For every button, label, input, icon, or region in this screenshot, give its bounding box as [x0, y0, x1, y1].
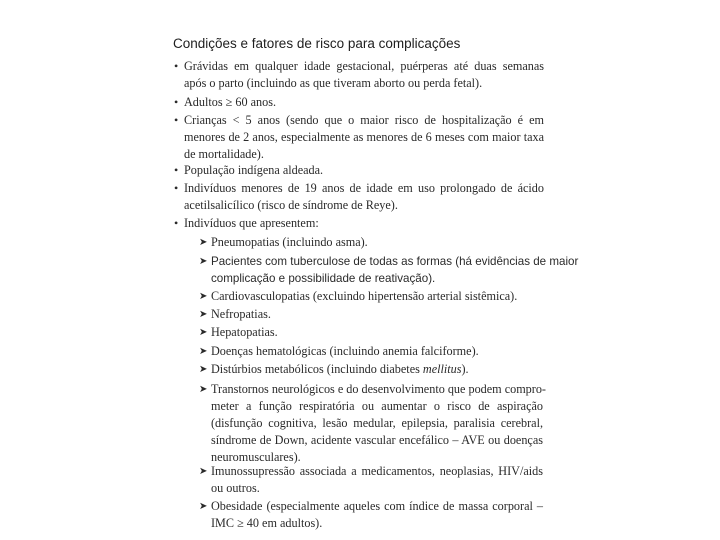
arrow-bullet-icon: ➤: [199, 501, 208, 512]
subitem-text-line: [211, 361, 543, 378]
subitem-text-line: complicação e possibilidade de reativação).: [211, 272, 436, 285]
item-text-line: após o parto (incluindo as que tiveram aborto ou perda fetal).: [184, 76, 483, 90]
bullet-icon: •: [174, 113, 179, 127]
arrow-bullet-icon: ➤: [199, 384, 208, 395]
subitem-text-line: Obesidade (especialmente aqueles com índice de massa corporal –: [211, 499, 543, 513]
item-text-line: menores de 2 anos, especialmente as menores de 6 meses com maior taxa: [184, 130, 544, 144]
subitem-text-line: neuromusculares).: [211, 450, 301, 464]
item-text-line: Adultos ≥ 60 anos.: [184, 95, 277, 109]
item-text-line: Grávidas em qualquer idade gestacional, puérperas até duas semanas: [184, 59, 544, 73]
arrow-bullet-icon: ➤: [199, 364, 208, 375]
subitem-text-line: (disfunção cognitiva, lesão medular, epilepsia, paralisia cerebral,: [211, 416, 543, 430]
subitem-text-line: Cardiovasculopatias (excluindo hipertensão arterial sistêmica).: [211, 289, 518, 303]
bullet-icon: •: [174, 163, 179, 177]
subitem-text-line: Nefropatias.: [211, 307, 271, 321]
arrow-bullet-icon: ➤: [199, 327, 208, 338]
bullet-icon: •: [174, 216, 179, 230]
subitem-text-line: Pneumopatias (incluindo asma).: [211, 235, 368, 249]
subitem-text-line: Pacientes com tuberculose de todas as formas (há evidências de maior: [211, 255, 579, 268]
item-text-line: Indivíduos que apresentem:: [184, 216, 319, 230]
bullet-icon: •: [174, 59, 179, 73]
subitem-text-post: ).: [461, 362, 469, 376]
subitem-text-line: meter a função respiratória ou aumentar o risco de aspiração: [211, 399, 543, 413]
item-text-line: acetilsalicílico (risco de síndrome de Reye).: [184, 198, 398, 212]
arrow-bullet-icon: ➤: [199, 309, 208, 320]
item-text-line: Indivíduos menores de 19 anos de idade em uso prolongado de ácido: [184, 181, 544, 195]
bullet-icon: •: [174, 181, 179, 195]
subitem-text-italic: mellitus: [422, 362, 462, 376]
subitem-text-line: Doenças hematológicas (incluindo anemia falciforme).: [211, 344, 479, 358]
item-text-line: de mortalidade).: [184, 147, 264, 161]
subitem-text-line: Hepatopatias.: [211, 325, 278, 339]
subitem-text-pre: Distúrbios metabólicos (incluindo diabetes: [211, 362, 423, 376]
arrow-bullet-icon: ➤: [199, 256, 208, 267]
arrow-bullet-icon: ➤: [199, 291, 208, 302]
arrow-bullet-icon: ➤: [199, 346, 208, 357]
arrow-bullet-icon: ➤: [199, 237, 208, 248]
subitem-text-line: Imunossupressão associada a medicamentos, neoplasias, HIV/aids: [211, 464, 543, 478]
subitem-text-line: ou outros.: [211, 481, 260, 495]
subitem-text-line: Transtornos neurológicos e do desenvolvimento que podem compro-: [211, 382, 546, 396]
item-text-line: População indígena aldeada.: [184, 163, 324, 177]
subitem-text-line: síndrome de Down, acidente vascular encefálico – AVE ou doenças: [211, 433, 543, 447]
item-text-line: Crianças < 5 anos (sendo que o maior risco de hospitalização é em: [184, 113, 544, 127]
arrow-bullet-icon: ➤: [199, 466, 208, 477]
section-title: Condições e fatores de risco para complicações: [173, 36, 461, 51]
bullet-icon: •: [174, 95, 179, 109]
subitem-text-line: IMC ≥ 40 em adultos).: [211, 516, 323, 530]
